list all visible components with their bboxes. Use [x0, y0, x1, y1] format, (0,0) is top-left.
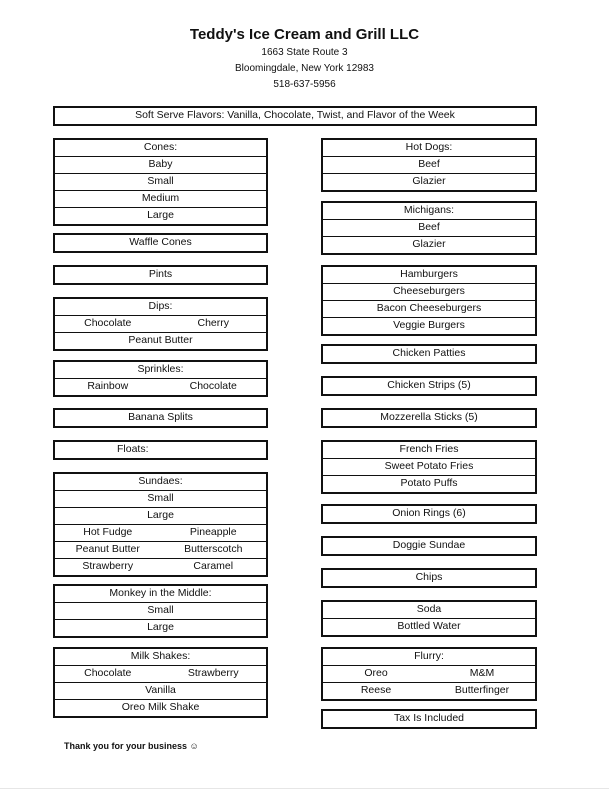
burger-item: Cheeseburgers [323, 284, 535, 301]
sundae-toppings-row [55, 542, 266, 559]
monkey-title: Monkey in the Middle: [55, 586, 266, 603]
dip-flavor: Cherry [197, 317, 229, 329]
hot-dogs-title: Hot Dogs: [323, 140, 535, 157]
chicken-patties: Chicken Patties [392, 347, 466, 359]
soft-serve-box [53, 106, 537, 126]
cone-size: Medium [55, 191, 266, 208]
shake-flavor: Vanilla [55, 683, 266, 700]
chips: Chips [415, 571, 443, 583]
sundae-topping: Strawberry [82, 560, 134, 572]
onion-rings-box [321, 504, 537, 524]
doggie-sundae-box [321, 536, 537, 556]
mozzarella-sticks: Mozzerella Sticks (5) [380, 411, 478, 423]
michigan-type: Glazier [412, 238, 446, 250]
pints-box [53, 265, 268, 285]
flurry-flavor: M&M [469, 667, 495, 679]
michigans-box [321, 201, 537, 255]
hot-dog-type: Glazier [412, 175, 446, 187]
milk-shakes-row [55, 666, 266, 683]
cone-size: Baby [55, 157, 266, 174]
burger-item: Hamburgers [323, 267, 535, 284]
fries-item: French Fries [323, 442, 535, 459]
burger-item: Veggie Burgers [393, 319, 465, 331]
michigan-type: Beef [323, 220, 535, 237]
flurry-row [323, 683, 535, 699]
thank-you-note: Thank you for your business ☺ [64, 741, 199, 751]
cones-box [53, 138, 268, 226]
burgers-box [321, 265, 537, 336]
address-line-2: Bloomingdale, New York 12983 [235, 63, 374, 74]
sundae-toppings-row [55, 559, 266, 575]
sundae-topping: Butterscotch [184, 543, 243, 555]
onion-rings: Onion Rings (6) [392, 507, 466, 519]
fries-item: Potato Puffs [400, 477, 458, 489]
pints: Pints [148, 268, 173, 280]
drink-item: Bottled Water [397, 620, 461, 632]
page-divider [0, 788, 609, 789]
sprinkle-type: Chocolate [189, 380, 237, 392]
sundae-topping: Peanut Butter [75, 543, 140, 555]
monkey-size: Large [147, 621, 174, 633]
sprinkle-type: Rainbow [87, 380, 129, 392]
tax-box [321, 709, 537, 729]
burger-item: Bacon Cheeseburgers [323, 301, 535, 318]
flurry-title: Flurry: [323, 649, 535, 666]
cone-size: Small [55, 174, 266, 191]
chicken-strips: Chicken Strips (5) [387, 379, 471, 391]
sprinkles-box [53, 360, 268, 397]
chicken-patties-box [321, 344, 537, 364]
hot-dogs-box [321, 138, 537, 192]
phone-number: 518-637-5956 [273, 79, 336, 90]
flurry-box [321, 647, 537, 701]
sundae-size: Small [55, 491, 266, 508]
flurry-row [323, 666, 535, 683]
hot-dog-type: Beef [323, 157, 535, 174]
cone-size: Large [147, 209, 174, 221]
dips-row [55, 316, 266, 333]
waffle-cones: Waffle Cones [129, 236, 192, 248]
banana-splits: Banana Splits [128, 411, 193, 423]
floats-box [53, 440, 268, 460]
dips-title: Dips: [55, 299, 266, 316]
shake-flavor: Strawberry [187, 667, 239, 679]
fries-item: Sweet Potato Fries [323, 459, 535, 476]
chicken-strips-box [321, 376, 537, 396]
sundae-topping: Pineapple [189, 526, 237, 538]
fries-box [321, 440, 537, 494]
dip-flavor: Peanut Butter [128, 334, 193, 346]
drink-item: Soda [323, 602, 535, 619]
drinks-box [321, 600, 537, 637]
sprinkles-title: Sprinkles: [55, 362, 266, 379]
monkey-box [53, 584, 268, 638]
flurry-flavor: Butterfinger [454, 684, 510, 696]
shake-flavor: Oreo Milk Shake [121, 701, 200, 713]
sundae-topping: Hot Fudge [83, 526, 133, 538]
dip-flavor: Chocolate [84, 317, 132, 329]
tax-included: Tax Is Included [393, 712, 465, 724]
flurry-flavor: Reese [360, 684, 392, 696]
sundae-topping: Caramel [193, 560, 234, 572]
chips-box [321, 568, 537, 588]
sundaes-box [53, 472, 268, 577]
soft-serve-flavors: Soft Serve Flavors: Vanilla, Chocolate, Twist, and Flavor of the Week [135, 109, 455, 121]
address-line-1: 1663 State Route 3 [261, 47, 348, 58]
doggie-sundae: Doggie Sundae [392, 539, 466, 551]
michigans-title: Michigans: [323, 203, 535, 220]
waffle-cones-box [53, 233, 268, 253]
mozzarella-box [321, 408, 537, 428]
dips-box [53, 297, 268, 351]
sprinkles-row [55, 379, 266, 395]
business-name: Teddy's Ice Cream and Grill LLC [189, 26, 420, 43]
flurry-flavor: Oreo [364, 667, 388, 679]
sundaes-title: Sundaes: [55, 474, 266, 491]
cones-title: Cones: [55, 140, 266, 157]
sundae-size: Large [55, 508, 266, 525]
monkey-size: Small [55, 603, 266, 620]
shake-flavor: Chocolate [84, 667, 132, 679]
sundae-toppings-row [55, 525, 266, 542]
floats: Floats: [117, 443, 149, 455]
banana-splits-box [53, 408, 268, 428]
milk-shakes-box [53, 647, 268, 718]
milk-shakes-title: Milk Shakes: [55, 649, 266, 666]
